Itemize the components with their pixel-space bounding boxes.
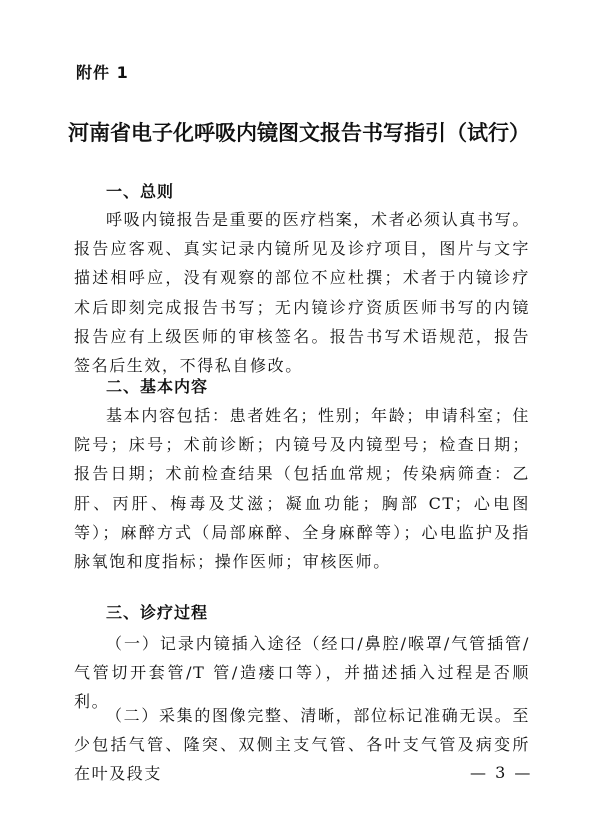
attachment-label: 附件 1	[76, 63, 129, 82]
section-heading-procedure: 三、诊疗过程	[106, 603, 209, 622]
section-heading-basic-content: 二、基本内容	[106, 377, 209, 396]
document-title: 河南省电子化呼吸内镜图文报告书写指引（试行）	[68, 121, 530, 145]
section-paragraph-general: 呼吸内镜报告是重要的医疗档案，术者必须认真书写。报告应客观、真实记录内镜所见及诊疗项目，图片与文字描述相呼应，没有观察的部位不应杜撰；术者于内镜诊疗术后即刻完成报告书写；无内镜诊疗资质医师书写的内镜报告应有上级医师的审核签名。报告书写术语规范，报告签名后生效，不得私自修改。	[74, 210, 530, 376]
section-heading-general: 一、总则	[106, 182, 175, 201]
page-number: — 3 —	[470, 763, 533, 782]
section-paragraph-basic-content: 基本内容包括：患者姓名；性别；年龄；申请科室；住院号；床号；术前诊断；内镜号及内镜型号；检查日期；报告日期；术前检查结果（包括血常规；传染病筛查：乙肝、丙肝、梅毒及艾滋；凝血功能；胸部 CT；心电图等）；麻醉方式（局部麻醉、全身麻醉等）；心电监护及指脉氧饱和度指标；操作医师；审核医师。	[74, 406, 530, 572]
section-paragraph-procedure-2: （二）采集的图像完整、清晰，部位标记准确无误。至少包括气管、隆突、双侧主支气管、各叶支气管及病变所在叶及段支	[74, 706, 530, 784]
section-paragraph-procedure-1: （一）记录内镜插入途径（经口/鼻腔/喉罩/气管插管/气管切开套管/T 管/造瘘口等），并描述插入过程是否顺利。	[74, 634, 530, 712]
